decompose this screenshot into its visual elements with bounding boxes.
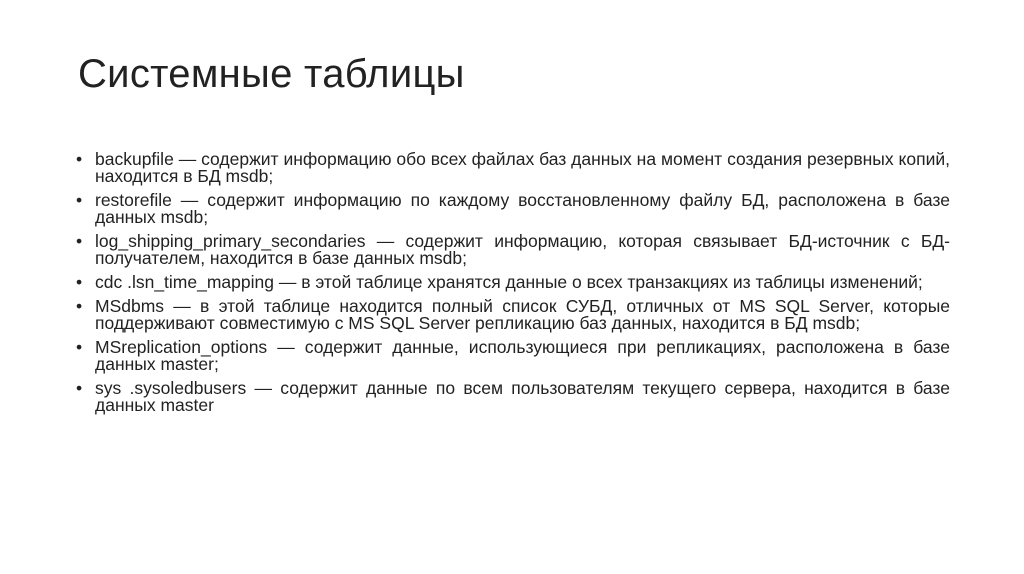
bullet-dot-icon: • — [76, 337, 83, 357]
bullet-text: cdc .lsn_time_mapping — в этой таблице хранятся данные о всех транзакциях из таблицы изменений; — [95, 272, 923, 292]
bullet-dot-icon: • — [76, 378, 83, 398]
bullet-dot-icon: • — [76, 231, 83, 251]
bullet-item-msreplication — [76, 339, 950, 373]
bullet-dot-icon: • — [76, 149, 83, 169]
bullet-item-log-shipping — [76, 233, 950, 267]
bullet-dot-icon: • — [76, 272, 83, 292]
bullet-text: restorefile — содержит информацию по каждому восстановленному файлу БД, расположена в базе данных msdb; — [95, 190, 950, 227]
bullet-item-msdbms — [76, 298, 950, 332]
bullet-dot-icon: • — [76, 296, 83, 316]
bullet-text: log_shipping_primary_secondaries — содержит информацию, которая связывает БД-источник с БД-получателем, находится в базе данных msdb; — [95, 231, 950, 268]
bullet-item-restorefile — [76, 192, 950, 226]
bullet-text: sys .sysoledbusers — содержит данные по всем пользователям текущего сервера, находится в базе данных master — [95, 378, 950, 415]
bullet-item-cdc-lsn — [76, 274, 950, 291]
bullet-item-backupfile — [76, 151, 950, 185]
bullet-text: backupfile — содержит информацию обо всех файлах баз данных на момент создания резервных копий, находится в БД msdb; — [95, 149, 950, 186]
bullet-list — [76, 151, 950, 421]
bullet-text: MSdbms — в этой таблице находится полный список СУБД, отличных от MS SQL Server, которые поддерживают совместимую с MS SQL Server репликацию баз данных, находится в БД msdb; — [95, 296, 950, 333]
bullet-text: MSreplication_options — содержит данные, использующиеся при репликациях, расположена в базе данных master; — [95, 337, 950, 374]
bullet-dot-icon: • — [76, 190, 83, 210]
bullet-item-sysoledbusers — [76, 380, 950, 414]
slide-title: Системные таблицы — [78, 52, 465, 96]
